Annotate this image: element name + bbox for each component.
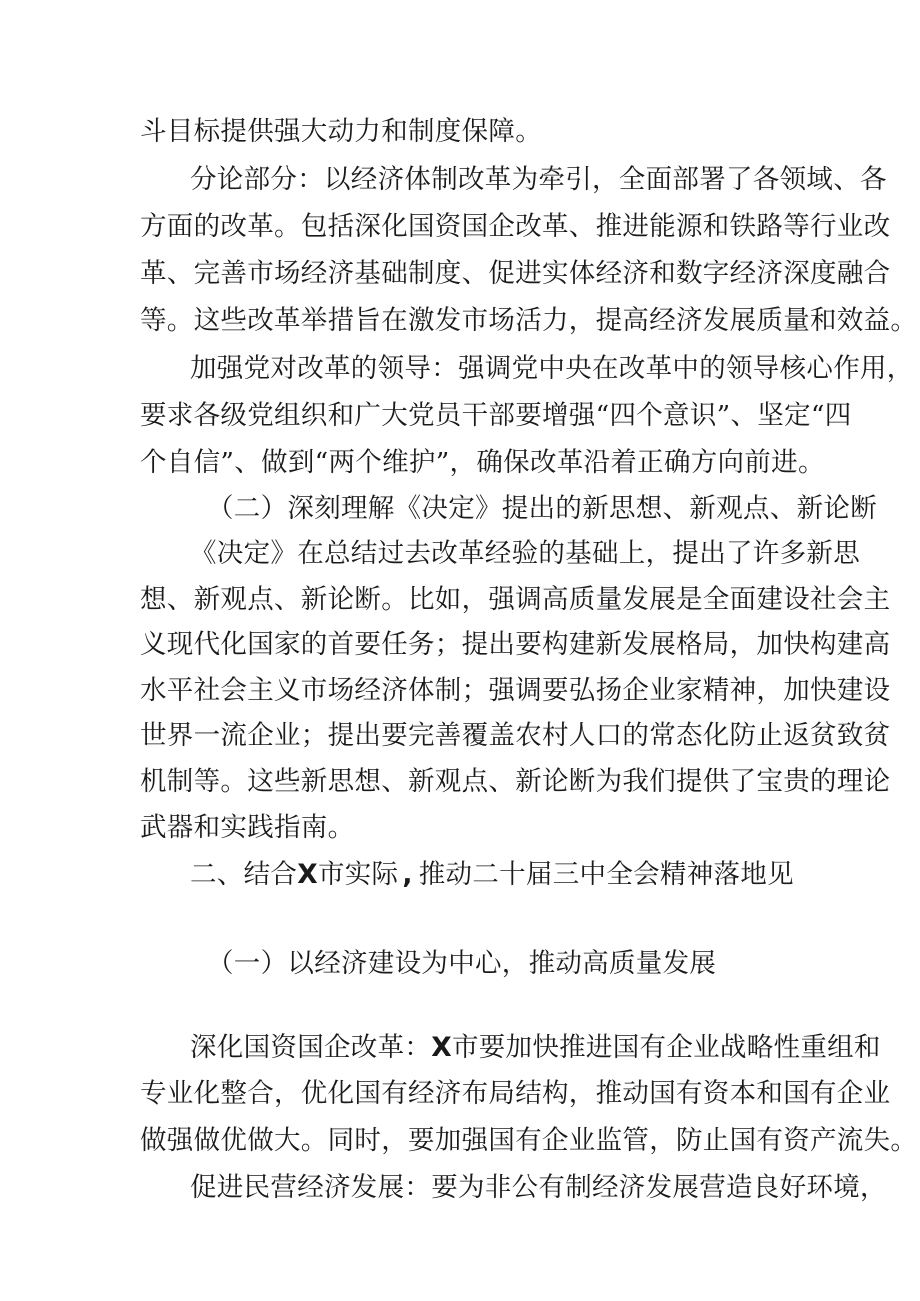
text-part: X bbox=[431, 1032, 452, 1063]
text-line: 义现代化国家的首要任务；提出要构建新发展格局，加快构建高 bbox=[140, 629, 891, 660]
section-heading: （一）以经济建设为中心，推动高质量发展 bbox=[207, 948, 717, 979]
section-heading: （二）深刻理解《决定》提出的新思想、新观点、新论断 bbox=[207, 493, 877, 524]
text-line: 加强党对改革的领导：强调党中央在改革中的领导核心作用， bbox=[190, 353, 914, 384]
text-line: 世界一流企业；提出要完善覆盖农村人口的常态化防止返贫致贫 bbox=[140, 720, 891, 751]
text-line: 方面的改革。包括深化国资国企改革、推进能源和铁路等行业改 bbox=[140, 211, 891, 242]
heading-part: X bbox=[297, 859, 318, 890]
text-part: 深化国资国企改革： bbox=[190, 1032, 432, 1063]
text-part: 市要加快推进国有企业战略性重组和 bbox=[451, 1032, 881, 1063]
text-line bbox=[190, 1030, 881, 1066]
text-line: 革、完善市场经济基础制度、促进实体经济和数字经济深度融合 bbox=[140, 258, 891, 289]
text-line: 想、新观点、新论断。比如，强调高质量发展是全面建设社会主 bbox=[140, 584, 891, 615]
text-line: 水平社会主义市场经济体制；强调要弘扬企业家精神，加快建设 bbox=[140, 675, 891, 706]
text-line: 等。这些改革举措旨在激发市场活力，提高经济发展质量和效益。 bbox=[140, 305, 918, 336]
text-line: 机制等。这些新思想、新观点、新论断为我们提供了宝贵的理论 bbox=[140, 766, 891, 797]
text-line: 斗目标提供强大动力和制度保障。 bbox=[140, 116, 542, 147]
text-line: 促进民营经济发展：要为非公有制经济发展营造良好环境， bbox=[190, 1172, 887, 1203]
text-line: 专业化整合，优化国有经济布局结构，推动国有资本和国有企业 bbox=[140, 1078, 891, 1109]
heading-part: , bbox=[402, 859, 413, 890]
text-line: 要求各级党组织和广大党员干部要增强“四个意识”、坚定“四 bbox=[140, 400, 852, 431]
heading-part: 推动二十届三中全会精神落地见 bbox=[418, 859, 794, 890]
text-line: 武器和实践指南。 bbox=[140, 812, 355, 843]
heading-part: 市实际 bbox=[317, 859, 399, 890]
text-line: 分论部分：以经济体制改革为牵引，全面部署了各领域、各 bbox=[190, 164, 887, 195]
text-line: 做强做优做大。同时，要加强国有企业监管，防止国有资产流失。 bbox=[140, 1125, 918, 1156]
chapter-heading bbox=[190, 857, 794, 893]
text-line: 个自信”、做到“两个维护”，确保改革沿着正确方向前进。 bbox=[140, 447, 825, 478]
heading-part: 二、结合 bbox=[190, 859, 298, 890]
text-line: 《决定》在总结过去改革经验的基础上，提出了许多新思 bbox=[190, 538, 860, 569]
